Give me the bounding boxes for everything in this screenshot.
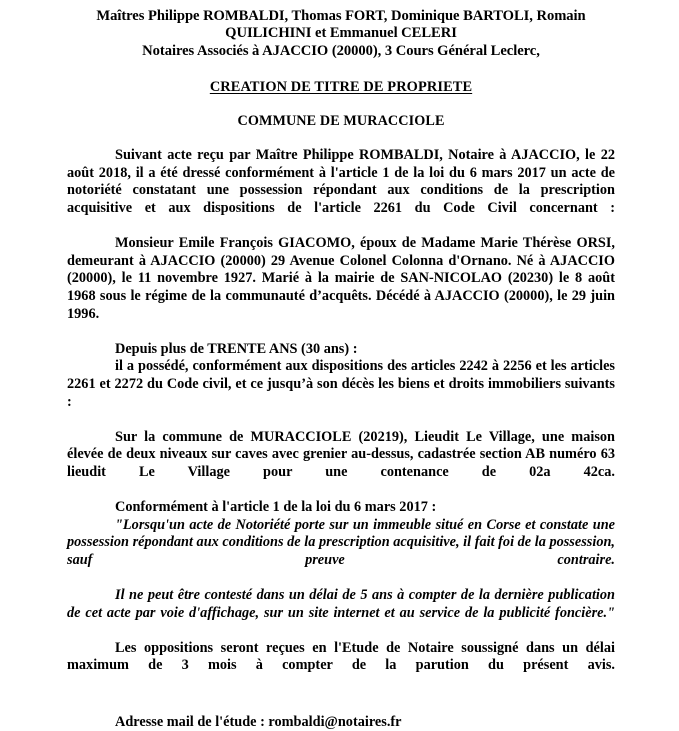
paragraph-citation-loi-1: "Lorsqu'un acte de Notoriété porte sur un immeuble situé en Corse et constate une possession répondant aux conditions de la prescription acquisitive, il fait foi de la possession, sauf preuve contraire.: [67, 516, 615, 568]
commune-subtitle: COMMUNE DE MURACCIOLE: [237, 113, 445, 130]
paragraph-oppositions: Les oppositions seront reçues en l'Etude de Notaire soussigné dans un délai maximum de 3 mois à compter de la parution du présent avis.: [67, 639, 615, 674]
paragraph-identite-defunt: Monsieur Emile François GIACOMO, époux de Madame Marie Thérèse ORSI, demeurant à AJACCIO (20000) 29 Avenue Colonel Colonna d'Ornano. Né à AJACCIO (20000), le 11 novembre 1927. Marié à la mairie de SAN-NICOLAO (20230) le 8 août 1968 sous le régime de la communauté d’acquêts. Décédé à AJACCIO (20000), le 29 juin 1996.: [67, 235, 615, 322]
document-title: [67, 79, 615, 95]
letterhead-line-1: Maîtres Philippe ROMBALDI, Thomas FORT, Dominique BARTOLI, Romain: [96, 8, 586, 24]
letterhead-line-3: Notaires Associés à AJACCIO (20000), 3 Cours Général Leclerc,: [142, 42, 540, 59]
document-body: [67, 147, 615, 731]
letterhead-line-2: QUILICHINI et Emmanuel CELERI: [225, 25, 457, 42]
paragraph-designation-bien: Sur la commune de MURACCIOLE (20219), Lieudit Le Village, une maison élevée de deux niveaux sur caves avec grenier au-dessus, cadastrée section AB numéro 63 lieudit Le Village pour une contenance de 02a 42ca.: [67, 428, 615, 480]
document-title-text: CREATION DE TITRE DE PROPRIETE: [209, 79, 473, 96]
paragraph-possession: il a possédé, conformément aux dispositions des articles 2242 à 2256 et les articles 2261 et 2272 du Code civil, et ce jusqu’à son décès les biens et droits immobiliers suivants :: [67, 358, 615, 410]
paragraph-citation-loi-2: Il ne peut être contesté dans un délai de 5 ans à compter de la dernière publication de cet acte par voie d'affichage, sur un site internet et au service de la publicité foncière.": [67, 587, 615, 621]
paragraph-acte-recu: Suivant acte reçu par Maître Philippe ROMBALDI, Notaire à AJACCIO, le 22 août 2018, il a été dressé conformément à l'article 1 de la loi du 6 mars 2017 un acte de notoriété constatant une possession répondant aux conditions de la prescription acquisitive et aux dispositions de l'article 2261 du Code Civil concernant :: [67, 147, 615, 216]
paragraph-conformement-article: Conformément à l'article 1 de la loi du 6 mars 2017 :: [115, 499, 437, 516]
paragraph-trente-ans: Depuis plus de TRENTE ANS (30 ans) :: [115, 340, 358, 357]
contact-mail-line: Adresse mail de l'étude : rombaldi@notaires.fr: [115, 713, 402, 730]
letterhead: [67, 8, 615, 60]
